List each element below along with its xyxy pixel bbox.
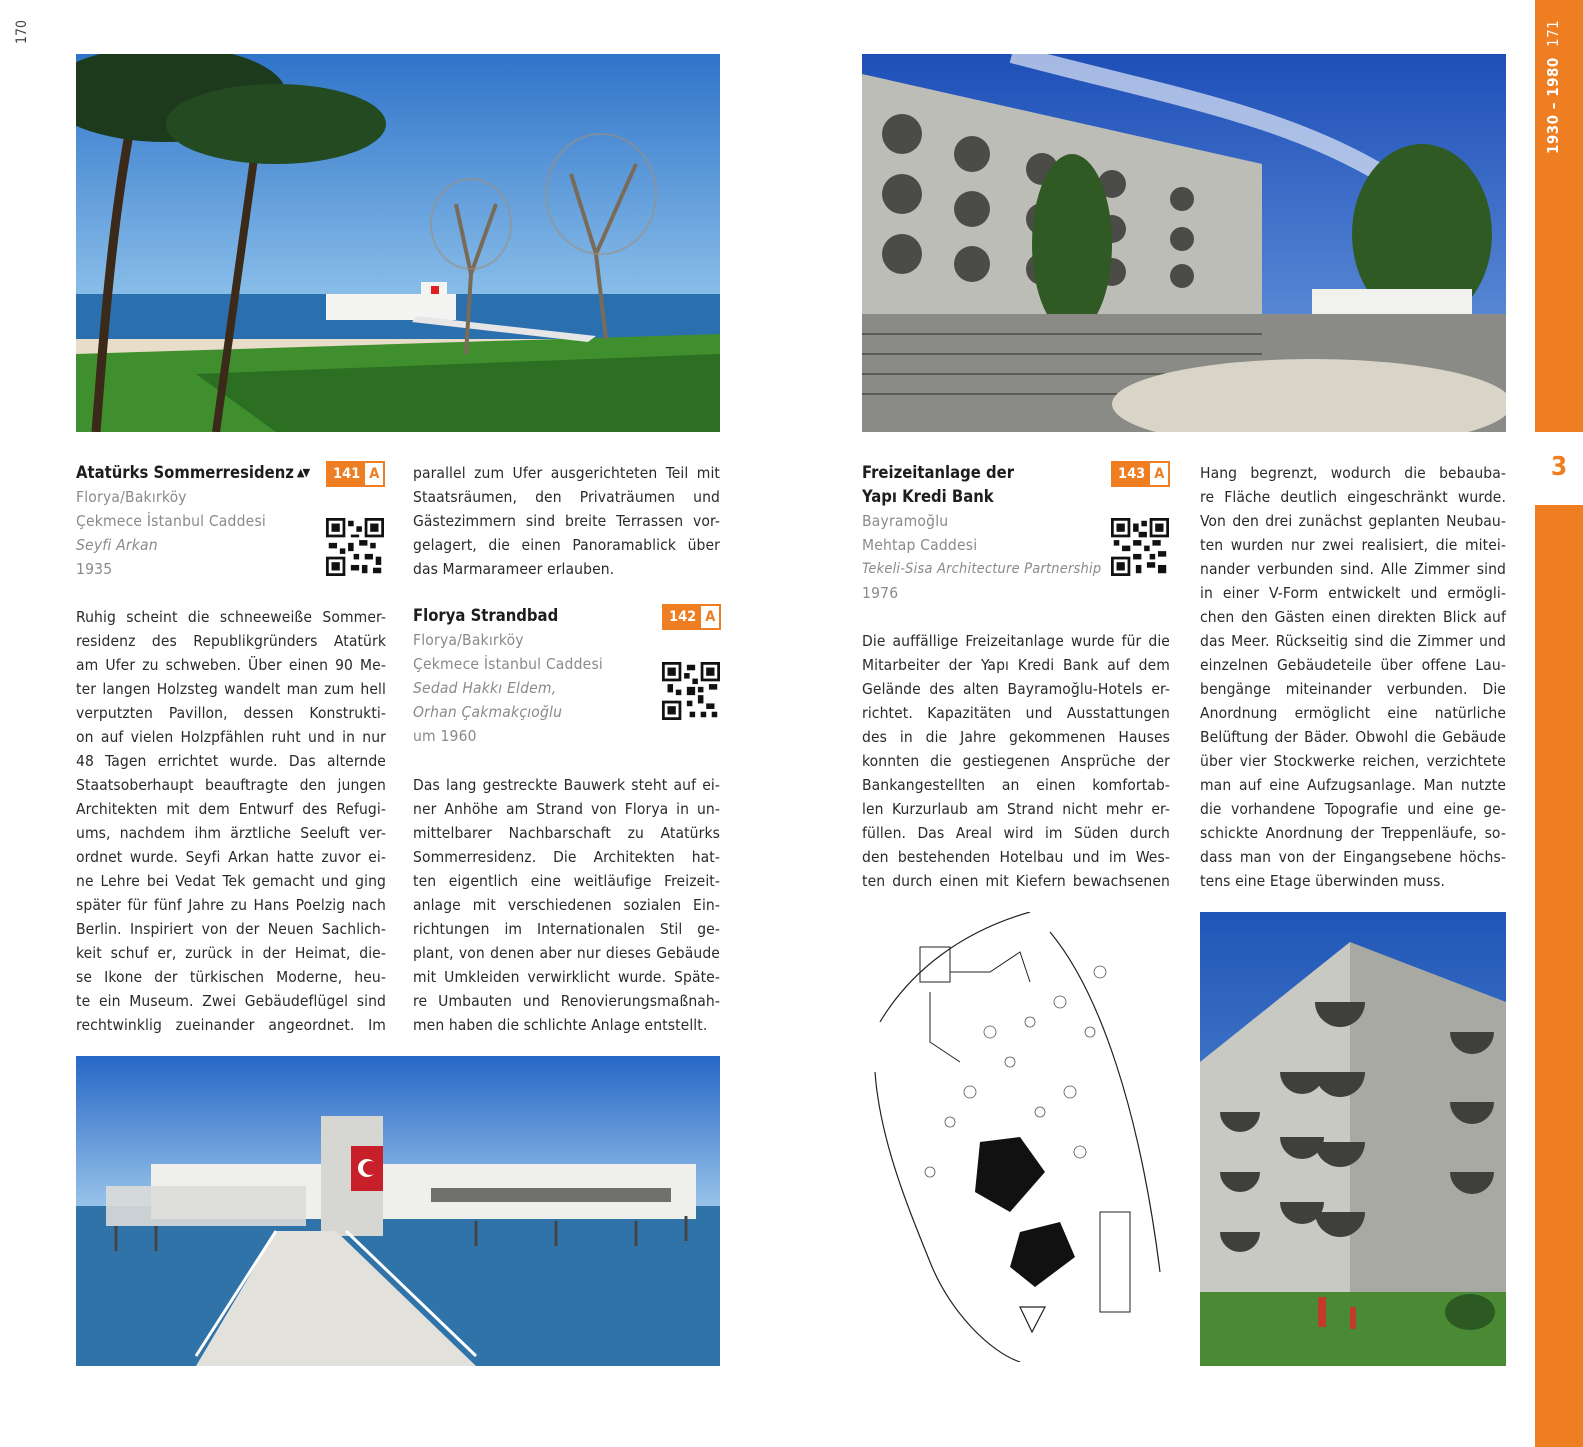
text-line: ter langen Holzsteg wandelt man zum hell bbox=[76, 680, 386, 698]
text-line: das Meer. Rückseitig sind die Zimmer und bbox=[1200, 632, 1506, 650]
text-line: die vorhandene Topografie und eine ge- bbox=[1200, 800, 1506, 818]
entry-142-architect-2: Orhan Çakmakçıoğlu bbox=[413, 703, 563, 721]
entry-142-meta bbox=[413, 628, 653, 748]
text-line: rechtwinklig zueinander angeordnet. Im bbox=[76, 1016, 386, 1034]
entry-141-meta bbox=[76, 485, 316, 581]
text-line: verputzten Pavillon, dessen Konstrukti- bbox=[76, 704, 386, 722]
text-line: keit schuf er, zurück in der Heimat, die- bbox=[76, 944, 386, 962]
entry-142-title: Florya Strandbad bbox=[413, 606, 559, 625]
text-line: nander verbunden sind. Alle Zimmer sind bbox=[1200, 560, 1506, 578]
entry-141-title-text: Atatürks Sommerresidenz bbox=[76, 463, 294, 482]
chapter-tab-label bbox=[1540, 14, 1566, 154]
text-line: Belüftung der Bäder. Obwohl die Gebäude bbox=[1200, 728, 1506, 746]
text-line: Anordnung ermöglicht eine natürliche bbox=[1200, 704, 1506, 722]
text-line: 48 Tagen errichtet wurde. Das alternde bbox=[76, 752, 386, 770]
entry-142-badge bbox=[662, 604, 721, 630]
entry-142-district: Florya/Bakırköy bbox=[413, 631, 524, 649]
text-line: chen den Gästen einen direkten Blick auf bbox=[1200, 608, 1506, 626]
text-line: ne Lehre bei Vedat Tek gemacht und ging bbox=[76, 872, 386, 890]
photo-florya-strandbad bbox=[76, 1056, 720, 1366]
chapter-period: 1930 – 1980 bbox=[1544, 57, 1562, 154]
text-line: len Kurzurlaub am Strand nicht mehr er- bbox=[862, 800, 1170, 818]
entry-141-title bbox=[76, 461, 308, 485]
entry-143-body-col1 bbox=[862, 629, 1170, 893]
text-line: ten eigentlich eine weitläufige Freizeit- bbox=[413, 872, 720, 890]
text-line: mittelbarer Nachbarschaft zu Atatürks bbox=[413, 824, 720, 842]
text-line: den bestehenden Hotelbau und im Wes- bbox=[862, 848, 1170, 866]
photo-yapi-kredi-complex bbox=[862, 54, 1506, 432]
text-line: Bankangestellten an einen komfortab- bbox=[862, 776, 1170, 794]
text-line: Hang begrenzt, wodurch die bebauba- bbox=[1200, 464, 1506, 482]
text-line: tens eine Etage überwinden muss. bbox=[1200, 872, 1445, 890]
entry-141-district: Florya/Bakırköy bbox=[76, 488, 187, 506]
text-line: Die auffällige Freizeitanlage wurde für die bbox=[862, 632, 1170, 650]
text-line: re Umbauten und Renovierungsmaßnah- bbox=[413, 992, 720, 1010]
entry-143-qr-code[interactable] bbox=[1111, 518, 1169, 576]
page-number-right: 171 bbox=[1544, 19, 1562, 48]
text-line: später für fünf Jahre zu Hans Poelzig nach bbox=[76, 896, 386, 914]
entry-142-number: 142 bbox=[664, 606, 701, 628]
entry-143-title-line1: Freizeitanlage der bbox=[862, 463, 1015, 482]
text-line: Berlin. Inspiriert von der Neuen Sachlich- bbox=[76, 920, 386, 938]
text-line: on auf vielen Holzpfählen ruht und in nur bbox=[76, 728, 386, 746]
entry-142-category: A bbox=[701, 606, 719, 628]
photo-yapi-kredi-facade bbox=[1200, 912, 1506, 1366]
chapter-number: 3 bbox=[1550, 452, 1568, 482]
text-line: se Ikone der türkischen Moderne, heu- bbox=[76, 968, 386, 986]
entry-142-qr-code[interactable] bbox=[662, 662, 720, 720]
text-line: am Ufer zu schweben. Über einen 90 Me- bbox=[76, 656, 386, 674]
entry-143-category: A bbox=[1150, 463, 1168, 485]
text-line: Das lang gestreckte Bauwerk steht auf ei- bbox=[413, 776, 720, 794]
text-line: mit Umkleiden verwirklicht wurde. Späte- bbox=[413, 968, 720, 986]
text-line: anlage mit verschiedenen sozialen Ein- bbox=[413, 896, 720, 914]
entry-143-street: Mehtap Caddesi bbox=[862, 536, 978, 554]
entry-141-number: 141 bbox=[328, 463, 365, 485]
text-line: richtungen im Internationalen Stil ge- bbox=[413, 920, 720, 938]
text-line: ordnet wurde. Seyfi Arkan hatte zuvor ei- bbox=[76, 848, 386, 866]
text-line: Ruhig scheint die schneeweiße Sommer- bbox=[76, 608, 386, 626]
text-line: bengänge miteinander verbunden. Die bbox=[1200, 680, 1506, 698]
text-line: parallel zum Ufer ausgerichteten Teil mit bbox=[413, 464, 720, 482]
text-line: konnten die gestiegenen Ansprüche der bbox=[862, 752, 1170, 770]
text-line: Mitarbeiter der Yapı Kredi Bank auf dem bbox=[862, 656, 1170, 674]
text-line: re Fläche deutlich eingeschränkt wurde. bbox=[1200, 488, 1506, 506]
text-line: Architekten mit dem Entwurf des Refugi- bbox=[76, 800, 386, 818]
chapter-tab-bottom bbox=[1535, 505, 1583, 1447]
text-line: ten wurden nur zwei realisiert, die mitei- bbox=[1200, 536, 1506, 554]
entry-143-badge bbox=[1111, 461, 1170, 487]
entry-143-body-col2 bbox=[1200, 461, 1506, 893]
entry-141-architect: Seyfi Arkan bbox=[76, 536, 158, 554]
photo-summer-residence bbox=[76, 54, 720, 432]
text-line: plant, von denen aber nur dieses Gebäude bbox=[413, 944, 720, 962]
text-line: man auf eine Aufzugsanlage. Man nutzte bbox=[1200, 776, 1506, 794]
text-line: in einer V-Form entwickelt und ermögli- bbox=[1200, 584, 1506, 602]
text-line: Staatsräumen, den Privaträumen und bbox=[413, 488, 720, 506]
entry-143-title-line2: Yapı Kredi Bank bbox=[862, 487, 994, 506]
entry-143-district: Bayramoğlu bbox=[862, 512, 949, 530]
entry-141-year: 1935 bbox=[76, 560, 113, 578]
text-line: men haben die schlichte Anlage entstellt. bbox=[413, 1016, 708, 1034]
text-line: residenz des Republikgründers Atatürk bbox=[76, 632, 386, 650]
entry-141-category: A bbox=[365, 463, 383, 485]
text-line: einzelnen Gebäudeteile über offene Lau- bbox=[1200, 656, 1506, 674]
entry-141-body-col1 bbox=[76, 605, 386, 1037]
entry-141-street: Çekmece İstanbul Caddesi bbox=[76, 512, 266, 530]
text-line: über vier Stockwerke reichen, verzichtete bbox=[1200, 752, 1506, 770]
text-line: Von den drei zunächst geplanten Neubau- bbox=[1200, 512, 1506, 530]
entry-142-body bbox=[413, 773, 720, 1037]
entry-143-number: 143 bbox=[1113, 463, 1150, 485]
page-number-left: 170 bbox=[14, 19, 30, 45]
text-line: ums, nachdem ihm ärztliche Seeluft ver- bbox=[76, 824, 386, 842]
entry-143-architect: Tekeli-Sisa Architecture Partnership bbox=[862, 561, 1102, 577]
text-line: das Marmarameer erlauben. bbox=[413, 560, 615, 578]
text-line: ten durch einen mit Kiefern bewachsenen bbox=[862, 872, 1170, 890]
site-plan-drawing bbox=[870, 912, 1170, 1362]
text-line: ner Anhöhe am Strand von Florya in un- bbox=[413, 800, 720, 818]
text-line: Staatsoberhaupt beauftragte den jungen bbox=[76, 776, 386, 794]
entry-142-architect-1: Sedad Hakkı Eldem, bbox=[413, 679, 557, 697]
text-line: schickte Anordnung der Treppenläufe, so- bbox=[1200, 824, 1506, 842]
entry-143-title bbox=[862, 461, 1092, 509]
text-line: dass man von der Eingangsebene höchs- bbox=[1200, 848, 1506, 866]
text-line: gelagert, die einen Panoramablick über bbox=[413, 536, 720, 554]
entry-143-year: 1976 bbox=[862, 584, 899, 602]
text-line: des in die Jahre gekommenen Hauses bbox=[862, 728, 1170, 746]
text-line: te ein Museum. Zwei Gebäudeflügel sind bbox=[76, 992, 386, 1010]
entry-141-qr-code[interactable] bbox=[326, 518, 384, 576]
text-line: füllen. Das Areal wird im Süden durch bbox=[862, 824, 1170, 842]
text-line: Gästezimmern sind breite Terrassen vor- bbox=[413, 512, 720, 530]
text-line: Gelände des alten Bayramoğlu-Hotels er- bbox=[862, 680, 1170, 698]
entry-141-badge bbox=[326, 461, 385, 487]
entry-142-year: um 1960 bbox=[413, 727, 477, 745]
double-chevron-up-down-icon: ▲▼ bbox=[296, 466, 309, 479]
entry-142-street: Çekmece İstanbul Caddesi bbox=[413, 655, 603, 673]
entry-141-body-col2 bbox=[413, 461, 720, 581]
text-line: richtet. Kapazitäten und Ausstattungen bbox=[862, 704, 1170, 722]
text-line: Sommerresidenz. Die Architekten hat- bbox=[413, 848, 720, 866]
entry-143-meta bbox=[862, 509, 1112, 605]
